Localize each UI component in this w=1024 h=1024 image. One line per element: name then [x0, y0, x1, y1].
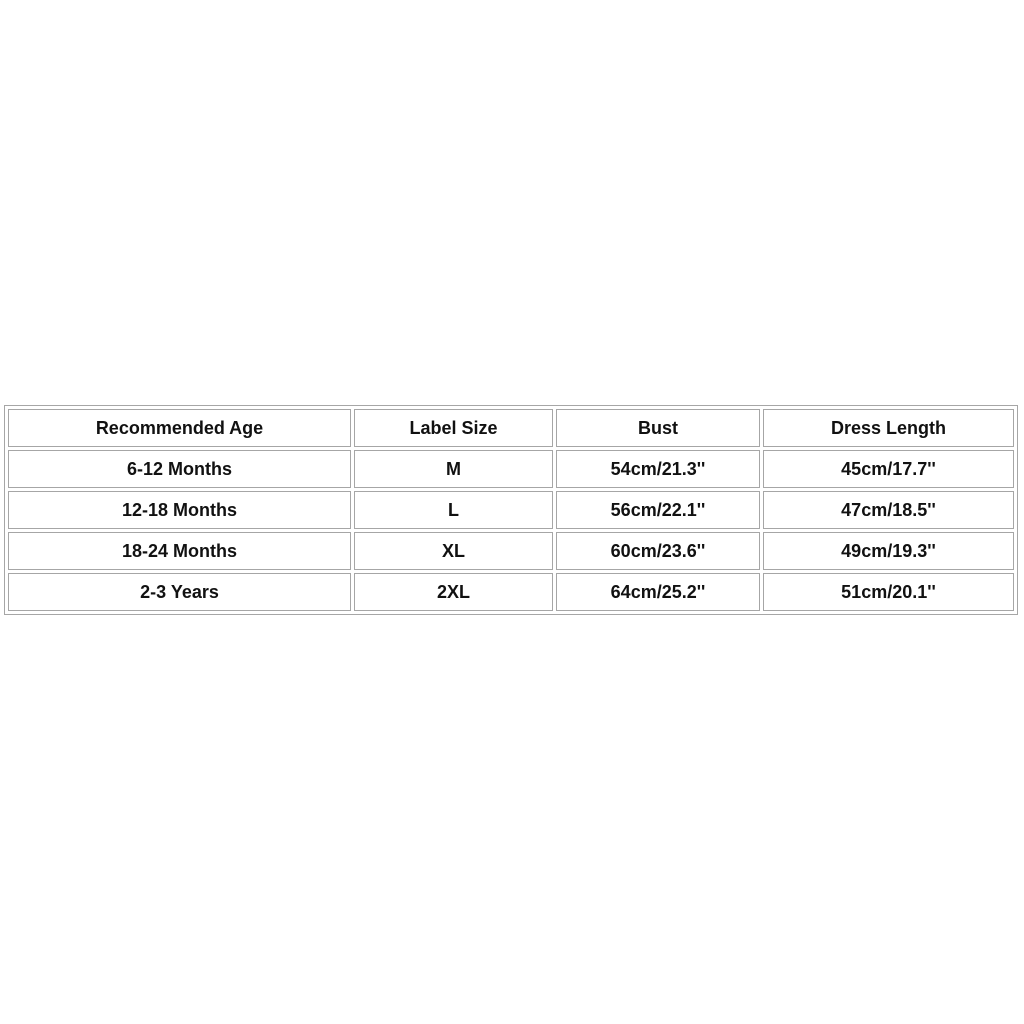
cell-dress-length: 47cm/18.5'' — [763, 491, 1014, 529]
table-row — [8, 491, 1014, 529]
table-row — [8, 532, 1014, 570]
cell-label-size: M — [354, 450, 553, 488]
cell-bust: 60cm/23.6'' — [556, 532, 760, 570]
header-dress-length: Dress Length — [763, 409, 1014, 447]
cell-dress-length: 45cm/17.7'' — [763, 450, 1014, 488]
cell-recommended-age: 6-12 Months — [8, 450, 351, 488]
table-header-row — [8, 409, 1014, 447]
header-bust: Bust — [556, 409, 760, 447]
cell-dress-length: 49cm/19.3'' — [763, 532, 1014, 570]
header-recommended-age: Recommended Age — [8, 409, 351, 447]
cell-recommended-age: 2-3 Years — [8, 573, 351, 611]
header-label-size: Label Size — [354, 409, 553, 447]
cell-bust: 54cm/21.3'' — [556, 450, 760, 488]
table-row — [8, 573, 1014, 611]
cell-label-size: XL — [354, 532, 553, 570]
cell-recommended-age: 18-24 Months — [8, 532, 351, 570]
size-chart-table — [4, 405, 1018, 615]
cell-label-size: L — [354, 491, 553, 529]
cell-recommended-age: 12-18 Months — [8, 491, 351, 529]
cell-bust: 64cm/25.2'' — [556, 573, 760, 611]
cell-bust: 56cm/22.1'' — [556, 491, 760, 529]
cell-dress-length: 51cm/20.1'' — [763, 573, 1014, 611]
cell-label-size: 2XL — [354, 573, 553, 611]
table-row — [8, 450, 1014, 488]
